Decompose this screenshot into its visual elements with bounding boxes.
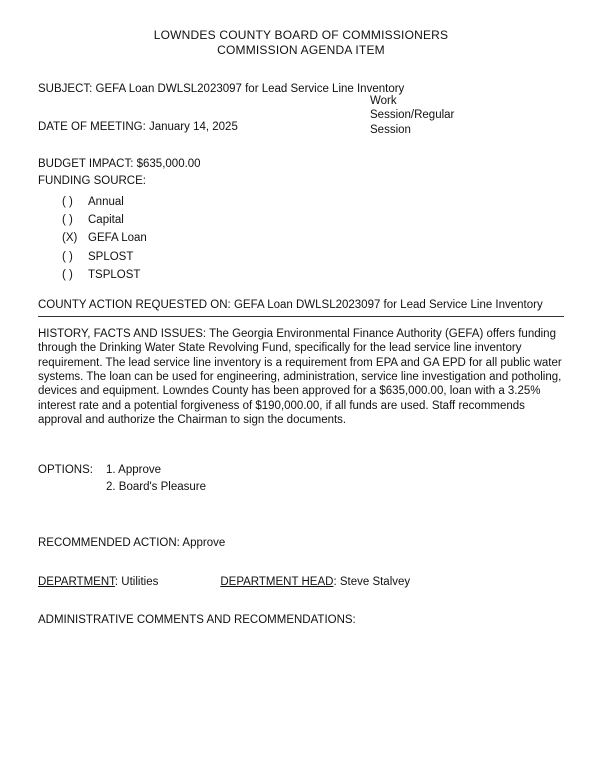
funding-option-label: Capital [88,213,124,226]
document-header [38,28,564,58]
budget-impact-label: BUDGET IMPACT: [38,157,137,170]
department-head-label: DEPARTMENT HEAD [220,575,334,588]
header-title-line1: LOWNDES COUNTY BOARD OF COMMISSIONERS [153,28,449,42]
department-head-group [220,576,410,588]
history-facts-issues [38,327,564,428]
options-block [38,463,564,496]
funding-option-label: SPLOST [88,250,134,263]
subject-value: GEFA Loan DWLSL2023097 for Lead Service Line Inventory [95,83,405,95]
administrative-comments-label: ADMINISTRATIVE COMMENTS AND RECOMMENDATIONS: [38,613,356,626]
department-group [38,576,158,588]
checkbox-tsplost: ( ) [62,269,73,281]
department-head-colon: : [333,575,340,588]
options-label: OPTIONS: [38,464,93,477]
funding-option-gefa-loan [38,231,564,245]
history-label: HISTORY, FACTS AND ISSUES: [38,327,210,340]
funding-option-label: TSPLOST [88,269,141,281]
funding-option-label: GEFA Loan [88,232,147,245]
subject-label: SUBJECT: [38,83,96,95]
option-1: 1. Approve [106,464,161,477]
checkbox-annual: ( ) [62,195,73,208]
county-action-value: GEFA Loan DWLSL2023097 for Lead Service Line Inventory [233,299,543,312]
funding-option-tsplost [38,268,564,282]
recommended-action-line [38,536,564,550]
department-colon: : [114,575,122,588]
date-of-meeting-value: January 14, 2025 [148,121,238,134]
recommended-action-value: Approve [182,537,226,550]
county-action-line [38,298,564,316]
budget-impact-value: $635,000.00 [136,157,201,170]
funding-option-splost [38,250,564,264]
option-2: 2. Board's Pleasure [106,480,207,493]
department-line [38,575,564,589]
date-of-meeting-label: DATE OF MEETING: [38,121,149,134]
options-items [106,463,206,496]
funding-option-capital [38,213,564,227]
recommended-action-label: RECOMMENDED ACTION: [38,537,183,550]
header-title-line2: COMMISSION AGENDA ITEM [217,43,385,57]
budget-impact-line [38,157,564,171]
department-label: DEPARTMENT [38,575,115,588]
checkbox-gefa-loan: (X) [62,232,78,245]
session-note: Work Session/Regular Session [370,95,455,136]
department-value: Utilities [121,575,159,588]
top-block [38,82,564,135]
checkbox-capital: ( ) [62,213,73,226]
subject-line [38,82,564,96]
funding-option-label: Annual [88,195,124,208]
funding-option-annual [38,195,564,209]
date-of-meeting-line [38,120,564,134]
funding-source-label: FUNDING SOURCE: [38,175,146,188]
department-head-value: Steve Stalvey [339,575,411,588]
funding-source-list [38,195,564,283]
checkbox-splost: ( ) [62,250,73,263]
county-action-label: COUNTY ACTION REQUESTED ON: [38,299,234,312]
history-value: The Georgia Environmental Finance Authority (GEFA) offers funding through the Drinking Water State Revolving Fund, specifically for the lead service line inventory requirement. The lead service line inventory is a requirement from EPA and GA EPD for all public water systems. The loan can be used for engineering, administration, service line investigation and potholing, devices and equipment. Lowndes County has been approved for a $635,000.00, loan with a 3.25% interest rate and a potential forgiveness of $190,000.00, if all funds are used. Staff recommends approval and authorize the Chairman to sign the documents. [38,327,565,426]
